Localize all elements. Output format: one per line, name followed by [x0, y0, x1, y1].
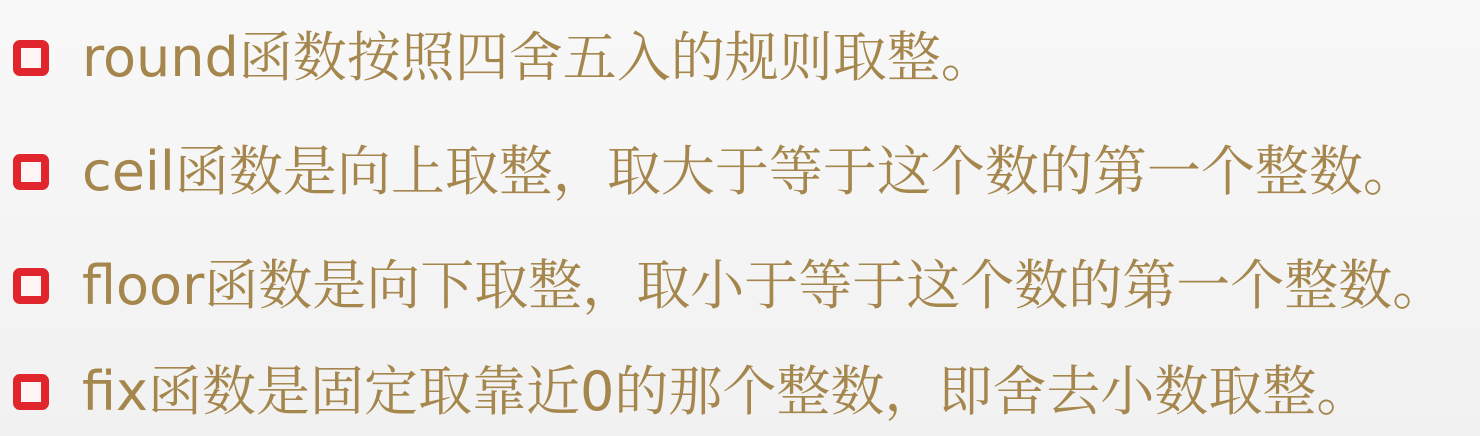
square-bullet-icon [12, 373, 50, 411]
square-bullet-icon [12, 153, 50, 191]
bullet-text: round函数按照四舍五入的规则取整。 [82, 26, 995, 89]
square-bullet-icon [12, 39, 50, 77]
bullet-text: ceil函数是向上取整，取大于等于这个数的第一个整数。 [82, 140, 1417, 203]
bullet-item-ceil [12, 136, 1417, 208]
bullet-text: floor函数是向下取整，取小于等于这个数的第一个整数。 [82, 254, 1447, 317]
bullet-item-round [12, 22, 995, 94]
square-bullet-icon [12, 267, 50, 305]
bullet-item-fix [12, 356, 1370, 428]
bullet-text: fix函数是固定取靠近0的那个整数，即舍去小数取整。 [82, 360, 1371, 423]
bullet-item-floor [12, 250, 1446, 322]
